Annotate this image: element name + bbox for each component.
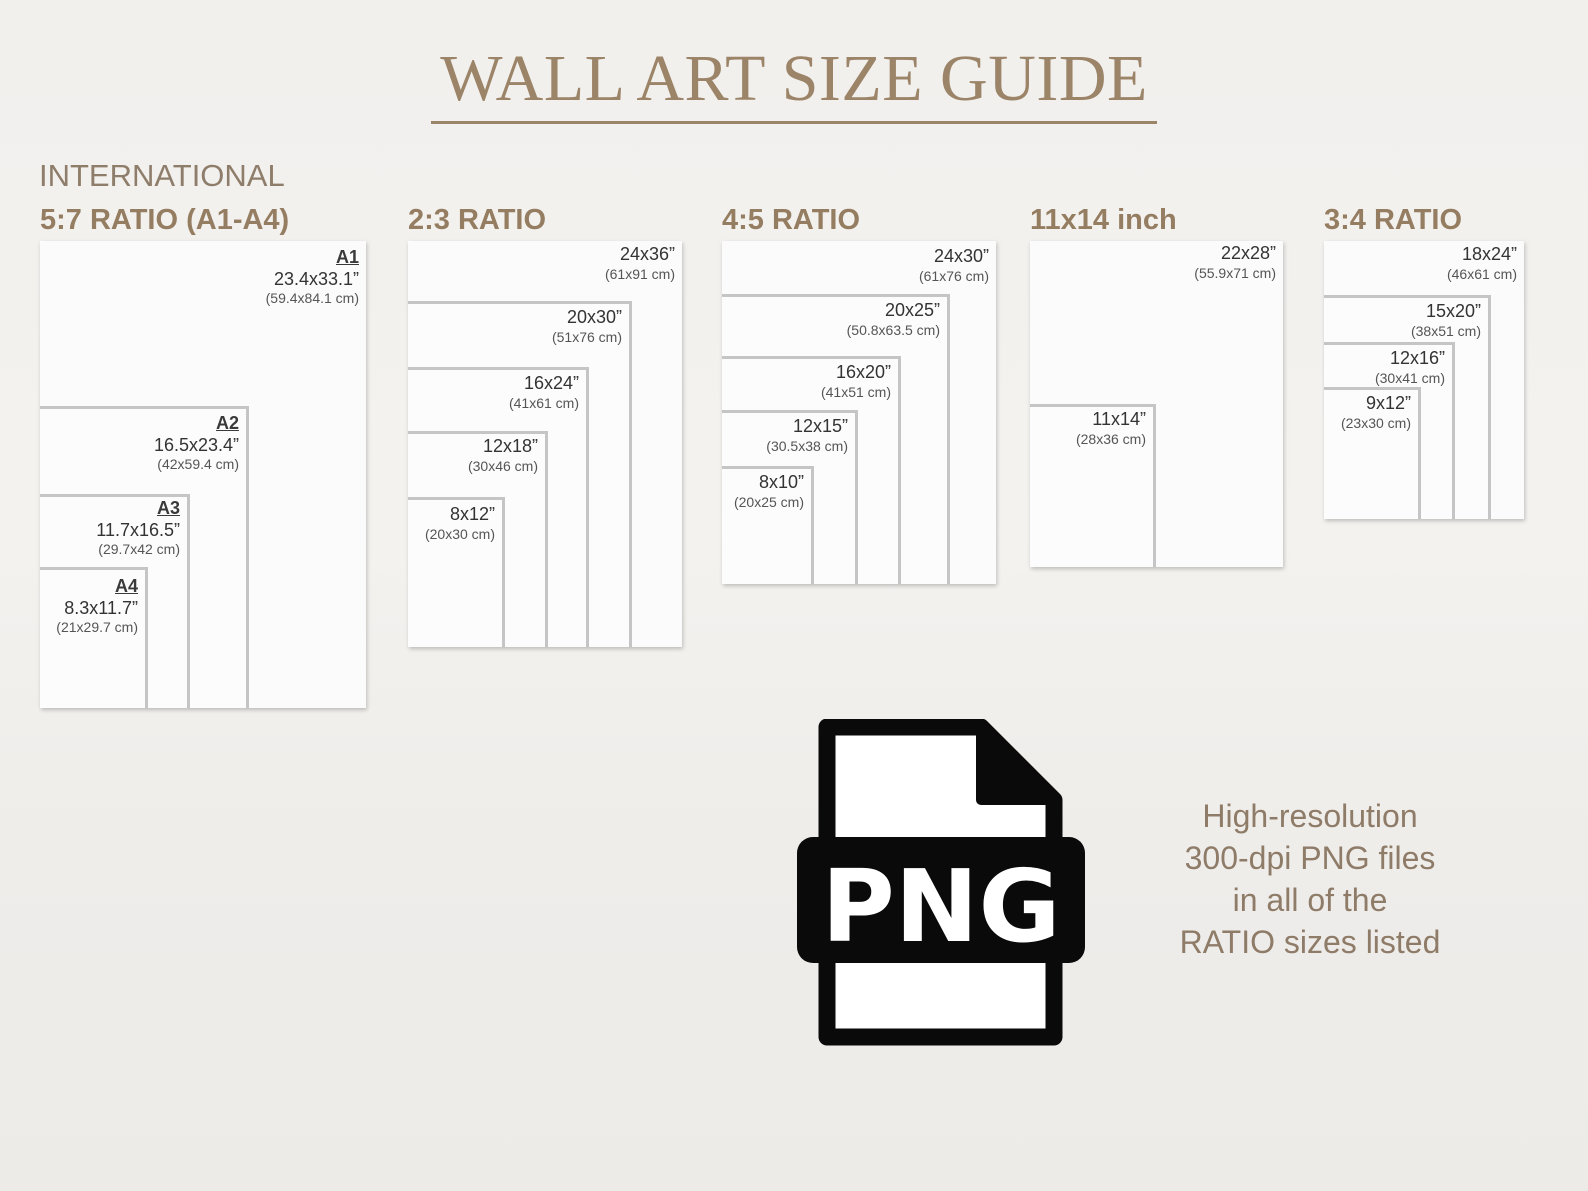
size-cm: (61x91 cm)	[604, 265, 675, 282]
page-title: WALL ART SIZE GUIDE	[440, 42, 1148, 115]
size-cm: (46x61 cm)	[1446, 265, 1517, 282]
section-label-international: INTERNATIONAL	[39, 158, 285, 193]
resolution-note	[1150, 795, 1470, 963]
size-inches: 12x15”	[792, 416, 848, 436]
size-label-a3	[96, 498, 180, 558]
size-cm: (21x29.7 cm)	[56, 619, 138, 636]
size-inches: 24x36”	[619, 244, 675, 264]
size-inches: 8.3x11.7”	[64, 597, 138, 618]
size-inches: 12x16”	[1389, 348, 1445, 368]
size-label-a2	[154, 413, 239, 473]
size-inches: 11x14”	[1092, 409, 1146, 429]
size-inches: 23.4x33.1”	[273, 268, 359, 289]
size-cm: (20x30 cm)	[424, 525, 495, 542]
size-cm: (51x76 cm)	[551, 328, 622, 345]
size-cm: (30x46 cm)	[467, 457, 538, 474]
size-cm: (42x59.4 cm)	[157, 456, 239, 473]
size-name: A3	[156, 498, 180, 518]
size-inches: 20x25”	[884, 300, 940, 320]
title-underline	[431, 121, 1157, 124]
group-title-11x14: 11x14 inch	[1030, 204, 1177, 236]
size-cm: (20x25 cm)	[733, 493, 804, 510]
note-line: 300-dpi PNG files	[1184, 840, 1436, 876]
size-inches: 15x20”	[1425, 301, 1481, 321]
size-cm: (41x51 cm)	[820, 383, 891, 400]
size-group-4-5	[722, 241, 996, 584]
size-inches: 12x18”	[482, 436, 538, 456]
size-inches: 20x30”	[566, 307, 622, 327]
size-sheet-a4	[40, 567, 148, 708]
note-line: High-resolution	[1202, 798, 1418, 834]
size-inches: 22x28”	[1220, 243, 1276, 263]
size-label-8x12	[425, 504, 495, 542]
size-cm: (55.9x71 cm)	[1194, 264, 1276, 281]
group-title-5-7: 5:7 RATIO (A1-A4)	[40, 204, 290, 236]
size-inches: 8x10”	[758, 472, 804, 492]
size-inches: 9x12”	[1365, 393, 1411, 413]
size-cm: (30.5x38 cm)	[766, 437, 848, 454]
size-inches: 16x24”	[523, 373, 579, 393]
size-label-12x18	[468, 436, 538, 474]
size-sheet-8x10	[722, 466, 814, 584]
png-file-icon	[793, 719, 1093, 1054]
size-cm: (23x30 cm)	[1340, 414, 1411, 431]
size-label-9x12	[1341, 393, 1411, 431]
size-group-2-3	[408, 241, 682, 647]
size-cm: (30x41 cm)	[1374, 369, 1445, 386]
size-cm: (61x76 cm)	[918, 267, 989, 284]
size-label-20x30	[552, 307, 622, 345]
size-label-a1	[266, 247, 359, 307]
size-cm: (28x36 cm)	[1075, 430, 1146, 447]
size-label-a4	[56, 576, 138, 636]
group-title-4-5: 4:5 RATIO	[722, 204, 861, 236]
size-inches: 24x30”	[933, 246, 989, 266]
size-label-8x10	[734, 472, 804, 510]
size-label-24x36	[605, 244, 675, 282]
group-title-2-3: 2:3 RATIO	[408, 204, 547, 236]
size-label-15x20	[1411, 301, 1481, 339]
size-inches: 11.7x16.5”	[96, 519, 180, 540]
note-line: RATIO sizes listed	[1179, 924, 1441, 960]
size-label-11x14	[1076, 409, 1146, 447]
size-inches: 8x12”	[449, 504, 495, 524]
size-group-5-7	[40, 241, 366, 708]
size-group-3-4	[1324, 241, 1524, 519]
size-label-18x24	[1447, 244, 1517, 282]
size-label-20x25	[847, 300, 940, 338]
size-sheet-11x14	[1030, 404, 1156, 567]
size-cm: (59.4x84.1 cm)	[265, 290, 359, 307]
size-cm: (38x51 cm)	[1410, 322, 1481, 339]
size-label-24x30	[919, 246, 989, 284]
size-group-11x14	[1030, 241, 1283, 567]
size-label-12x16	[1375, 348, 1445, 386]
size-cm: (29.7x42 cm)	[98, 541, 180, 558]
note-line: in all of the	[1232, 882, 1388, 918]
size-inches: 16.5x23.4”	[153, 434, 239, 455]
size-cm: (41x61 cm)	[508, 394, 579, 411]
size-sheet-9x12	[1324, 387, 1421, 519]
size-cm: (50.8x63.5 cm)	[846, 321, 940, 338]
size-inches: 16x20”	[835, 362, 891, 382]
size-name: A1	[335, 247, 359, 267]
size-name: A2	[215, 413, 239, 433]
size-label-16x20	[821, 362, 891, 400]
size-label-22x28	[1194, 243, 1276, 281]
size-inches: 18x24”	[1461, 244, 1517, 264]
size-name: A4	[114, 576, 138, 596]
size-label-16x24	[509, 373, 579, 411]
size-sheet-8x12	[408, 497, 505, 647]
png-badge-label: PNG	[821, 848, 1061, 965]
size-label-12x15	[766, 416, 848, 454]
group-title-3-4: 3:4 RATIO	[1324, 204, 1463, 236]
